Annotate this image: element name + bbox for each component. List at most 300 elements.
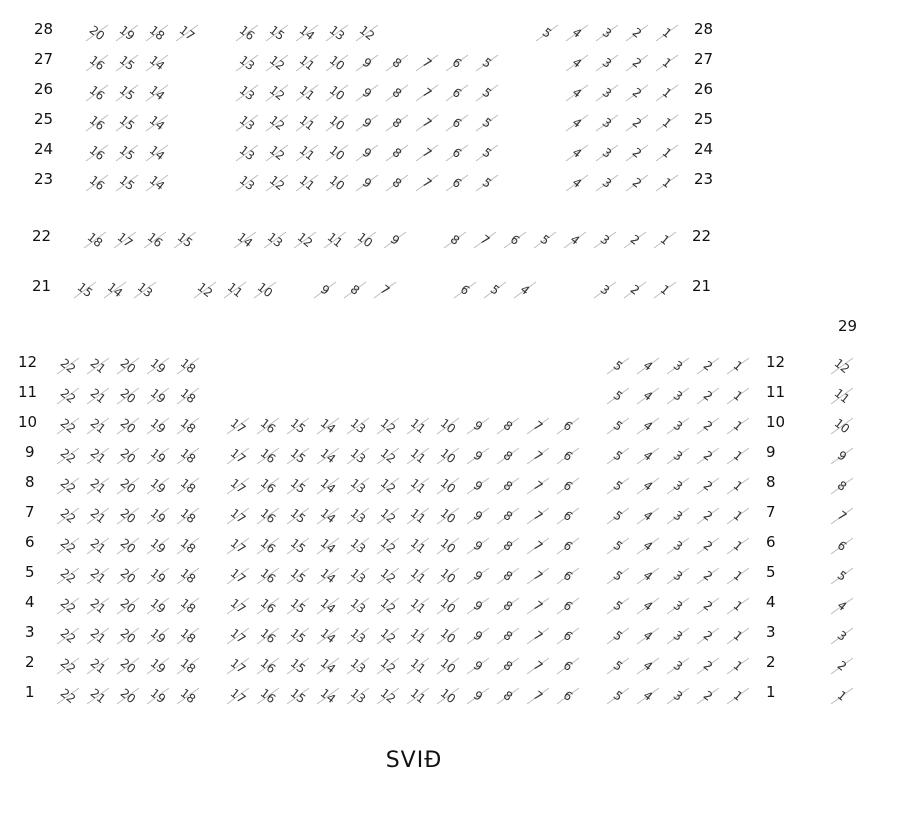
seat-25-1[interactable] (656, 115, 678, 131)
seat-10-2[interactable] (697, 418, 719, 434)
seat-3-13[interactable] (347, 626, 369, 646)
seat-23-1[interactable] (656, 175, 678, 191)
seat-1-11[interactable] (407, 686, 429, 706)
seat-24-11[interactable] (296, 143, 318, 163)
seat-6-12[interactable] (377, 536, 399, 556)
seat-8-4[interactable] (637, 478, 659, 494)
seat-8-21[interactable] (87, 476, 109, 496)
seat-9-14[interactable] (317, 446, 339, 466)
seat-2-19[interactable] (147, 656, 169, 676)
seat-21-6[interactable] (454, 282, 476, 298)
seat-3-15[interactable] (287, 626, 309, 646)
seat-5-5[interactable] (607, 568, 629, 584)
seat-3-11[interactable] (407, 626, 429, 646)
seat-25-12[interactable] (266, 113, 288, 133)
seat-8-6[interactable] (557, 478, 579, 494)
seat-2-12[interactable] (377, 656, 399, 676)
seat-11-2[interactable] (697, 388, 719, 404)
seat-29-1[interactable] (831, 688, 853, 704)
seat-9-6[interactable] (557, 448, 579, 464)
seat-24-12[interactable] (266, 143, 288, 163)
seat-3-19[interactable] (147, 626, 169, 646)
seat-9-15[interactable] (287, 446, 309, 466)
seat-11-4[interactable] (637, 388, 659, 404)
seat-26-12[interactable] (266, 83, 288, 103)
seat-4-22[interactable] (57, 596, 79, 616)
seat-22-7[interactable] (474, 232, 496, 248)
seat-8-12[interactable] (377, 476, 399, 496)
seat-12-20[interactable] (117, 356, 139, 376)
seat-8-9[interactable] (467, 478, 489, 494)
seat-4-18[interactable] (177, 596, 199, 616)
seat-3-21[interactable] (87, 626, 109, 646)
seat-3-7[interactable] (527, 628, 549, 644)
seat-3-20[interactable] (117, 626, 139, 646)
seat-11-5[interactable] (607, 388, 629, 404)
seat-5-1[interactable] (727, 568, 749, 584)
seat-25-14[interactable] (146, 113, 168, 133)
seat-5-14[interactable] (317, 566, 339, 586)
seat-28-4[interactable] (566, 25, 588, 41)
seat-25-13[interactable] (236, 113, 258, 133)
seat-6-4[interactable] (637, 538, 659, 554)
seat-1-22[interactable] (57, 686, 79, 706)
seat-29-10[interactable] (831, 416, 853, 436)
seat-21-8[interactable] (344, 282, 366, 298)
seat-22-1[interactable] (654, 232, 676, 248)
seat-10-10[interactable] (437, 416, 459, 436)
seat-25-6[interactable] (446, 115, 468, 131)
seat-12-4[interactable] (637, 358, 659, 374)
seat-4-11[interactable] (407, 596, 429, 616)
seat-1-21[interactable] (87, 686, 109, 706)
seat-24-8[interactable] (386, 145, 408, 161)
seat-6-1[interactable] (727, 538, 749, 554)
seat-24-6[interactable] (446, 145, 468, 161)
seat-9-3[interactable] (667, 448, 689, 464)
seat-7-11[interactable] (407, 506, 429, 526)
seat-2-3[interactable] (667, 658, 689, 674)
seat-8-5[interactable] (607, 478, 629, 494)
seat-8-14[interactable] (317, 476, 339, 496)
seat-7-16[interactable] (257, 506, 279, 526)
seat-23-16[interactable] (86, 173, 108, 193)
seat-29-12[interactable] (831, 356, 853, 376)
seat-9-19[interactable] (147, 446, 169, 466)
seat-7-15[interactable] (287, 506, 309, 526)
seat-27-8[interactable] (386, 55, 408, 71)
seat-27-10[interactable] (326, 53, 348, 73)
seat-7-19[interactable] (147, 506, 169, 526)
seat-1-7[interactable] (527, 688, 549, 704)
seat-23-9[interactable] (356, 175, 378, 191)
seat-10-3[interactable] (667, 418, 689, 434)
seat-9-2[interactable] (697, 448, 719, 464)
seat-5-10[interactable] (437, 566, 459, 586)
seat-11-1[interactable] (727, 388, 749, 404)
seat-1-9[interactable] (467, 688, 489, 704)
seat-6-22[interactable] (57, 536, 79, 556)
seat-7-8[interactable] (497, 508, 519, 524)
seat-4-20[interactable] (117, 596, 139, 616)
seat-26-5[interactable] (476, 85, 498, 101)
seat-5-3[interactable] (667, 568, 689, 584)
seat-10-12[interactable] (377, 416, 399, 436)
seat-25-10[interactable] (326, 113, 348, 133)
seat-1-4[interactable] (637, 688, 659, 704)
seat-28-1[interactable] (656, 25, 678, 41)
seat-2-11[interactable] (407, 656, 429, 676)
seat-5-17[interactable] (227, 566, 249, 586)
seat-9-11[interactable] (407, 446, 429, 466)
seat-7-4[interactable] (637, 508, 659, 524)
seat-4-13[interactable] (347, 596, 369, 616)
seat-2-17[interactable] (227, 656, 249, 676)
seat-6-6[interactable] (557, 538, 579, 554)
seat-10-7[interactable] (527, 418, 549, 434)
seat-7-13[interactable] (347, 506, 369, 526)
seat-8-18[interactable] (177, 476, 199, 496)
seat-25-8[interactable] (386, 115, 408, 131)
seat-29-5[interactable] (831, 568, 853, 584)
seat-29-2[interactable] (831, 658, 853, 674)
seat-7-22[interactable] (57, 506, 79, 526)
seat-7-3[interactable] (667, 508, 689, 524)
seat-7-7[interactable] (527, 508, 549, 524)
seat-23-2[interactable] (626, 175, 648, 191)
seat-22-18[interactable] (84, 230, 106, 250)
seat-1-15[interactable] (287, 686, 309, 706)
seat-25-11[interactable] (296, 113, 318, 133)
seat-4-2[interactable] (697, 598, 719, 614)
seat-26-1[interactable] (656, 85, 678, 101)
seat-23-11[interactable] (296, 173, 318, 193)
seat-26-6[interactable] (446, 85, 468, 101)
seat-24-3[interactable] (596, 145, 618, 161)
seat-4-3[interactable] (667, 598, 689, 614)
seat-7-2[interactable] (697, 508, 719, 524)
seat-12-21[interactable] (87, 356, 109, 376)
seat-28-20[interactable] (86, 23, 108, 43)
seat-22-13[interactable] (264, 230, 286, 250)
seat-1-12[interactable] (377, 686, 399, 706)
seat-3-10[interactable] (437, 626, 459, 646)
seat-10-1[interactable] (727, 418, 749, 434)
seat-10-21[interactable] (87, 416, 109, 436)
seat-24-10[interactable] (326, 143, 348, 163)
seat-28-13[interactable] (326, 23, 348, 43)
seat-5-8[interactable] (497, 568, 519, 584)
seat-6-5[interactable] (607, 538, 629, 554)
seat-28-15[interactable] (266, 23, 288, 43)
seat-8-1[interactable] (727, 478, 749, 494)
seat-29-11[interactable] (831, 386, 853, 406)
seat-7-1[interactable] (727, 508, 749, 524)
seat-3-17[interactable] (227, 626, 249, 646)
seat-6-8[interactable] (497, 538, 519, 554)
seat-22-14[interactable] (234, 230, 256, 250)
seat-25-15[interactable] (116, 113, 138, 133)
seat-12-3[interactable] (667, 358, 689, 374)
seat-8-2[interactable] (697, 478, 719, 494)
seat-1-18[interactable] (177, 686, 199, 706)
seat-21-1[interactable] (654, 282, 676, 298)
seat-6-11[interactable] (407, 536, 429, 556)
seat-27-11[interactable] (296, 53, 318, 73)
seat-3-16[interactable] (257, 626, 279, 646)
seat-9-7[interactable] (527, 448, 549, 464)
seat-10-13[interactable] (347, 416, 369, 436)
seat-2-20[interactable] (117, 656, 139, 676)
seat-28-16[interactable] (236, 23, 258, 43)
seat-2-8[interactable] (497, 658, 519, 674)
seat-7-21[interactable] (87, 506, 109, 526)
seat-12-22[interactable] (57, 356, 79, 376)
seat-4-4[interactable] (637, 598, 659, 614)
seat-6-14[interactable] (317, 536, 339, 556)
seat-24-5[interactable] (476, 145, 498, 161)
seat-7-20[interactable] (117, 506, 139, 526)
seat-2-6[interactable] (557, 658, 579, 674)
seat-6-18[interactable] (177, 536, 199, 556)
seat-1-3[interactable] (667, 688, 689, 704)
seat-24-1[interactable] (656, 145, 678, 161)
seat-10-8[interactable] (497, 418, 519, 434)
seat-27-14[interactable] (146, 53, 168, 73)
seat-29-9[interactable] (831, 448, 853, 464)
seat-5-18[interactable] (177, 566, 199, 586)
seat-27-1[interactable] (656, 55, 678, 71)
seat-23-8[interactable] (386, 175, 408, 191)
seat-6-21[interactable] (87, 536, 109, 556)
seat-1-17[interactable] (227, 686, 249, 706)
seat-4-16[interactable] (257, 596, 279, 616)
seat-10-9[interactable] (467, 418, 489, 434)
seat-27-6[interactable] (446, 55, 468, 71)
seat-9-21[interactable] (87, 446, 109, 466)
seat-27-13[interactable] (236, 53, 258, 73)
seat-28-5[interactable] (536, 25, 558, 41)
seat-3-9[interactable] (467, 628, 489, 644)
seat-27-7[interactable] (416, 55, 438, 71)
seat-6-10[interactable] (437, 536, 459, 556)
seat-9-1[interactable] (727, 448, 749, 464)
seat-10-6[interactable] (557, 418, 579, 434)
seat-23-13[interactable] (236, 173, 258, 193)
seat-22-2[interactable] (624, 232, 646, 248)
seat-8-22[interactable] (57, 476, 79, 496)
seat-21-14[interactable] (104, 280, 126, 300)
seat-7-5[interactable] (607, 508, 629, 524)
seat-12-19[interactable] (147, 356, 169, 376)
seat-10-19[interactable] (147, 416, 169, 436)
seat-8-10[interactable] (437, 476, 459, 496)
seat-3-3[interactable] (667, 628, 689, 644)
seat-21-10[interactable] (254, 280, 276, 300)
seat-12-2[interactable] (697, 358, 719, 374)
seat-26-4[interactable] (566, 85, 588, 101)
seat-1-2[interactable] (697, 688, 719, 704)
seat-22-12[interactable] (294, 230, 316, 250)
seat-2-14[interactable] (317, 656, 339, 676)
seat-28-19[interactable] (116, 23, 138, 43)
seat-27-3[interactable] (596, 55, 618, 71)
seat-5-2[interactable] (697, 568, 719, 584)
seat-28-18[interactable] (146, 23, 168, 43)
seat-7-17[interactable] (227, 506, 249, 526)
seat-8-13[interactable] (347, 476, 369, 496)
seat-27-5[interactable] (476, 55, 498, 71)
seat-2-4[interactable] (637, 658, 659, 674)
seat-2-13[interactable] (347, 656, 369, 676)
seat-3-18[interactable] (177, 626, 199, 646)
seat-29-7[interactable] (831, 508, 853, 524)
seat-25-3[interactable] (596, 115, 618, 131)
seat-6-3[interactable] (667, 538, 689, 554)
seat-9-12[interactable] (377, 446, 399, 466)
seat-9-5[interactable] (607, 448, 629, 464)
seat-26-7[interactable] (416, 85, 438, 101)
seat-11-20[interactable] (117, 386, 139, 406)
seat-12-18[interactable] (177, 356, 199, 376)
seat-21-5[interactable] (484, 282, 506, 298)
seat-10-16[interactable] (257, 416, 279, 436)
seat-27-2[interactable] (626, 55, 648, 71)
seat-3-8[interactable] (497, 628, 519, 644)
seat-10-14[interactable] (317, 416, 339, 436)
seat-1-8[interactable] (497, 688, 519, 704)
seat-24-13[interactable] (236, 143, 258, 163)
seat-10-18[interactable] (177, 416, 199, 436)
seat-4-10[interactable] (437, 596, 459, 616)
seat-6-9[interactable] (467, 538, 489, 554)
seat-9-22[interactable] (57, 446, 79, 466)
seat-3-14[interactable] (317, 626, 339, 646)
seat-23-12[interactable] (266, 173, 288, 193)
seat-5-19[interactable] (147, 566, 169, 586)
seat-22-8[interactable] (444, 232, 466, 248)
seat-2-5[interactable] (607, 658, 629, 674)
seat-2-7[interactable] (527, 658, 549, 674)
seat-26-11[interactable] (296, 83, 318, 103)
seat-23-7[interactable] (416, 175, 438, 191)
seat-22-10[interactable] (354, 230, 376, 250)
seat-5-13[interactable] (347, 566, 369, 586)
seat-7-9[interactable] (467, 508, 489, 524)
seat-21-7[interactable] (374, 282, 396, 298)
seat-6-2[interactable] (697, 538, 719, 554)
seat-26-9[interactable] (356, 85, 378, 101)
seat-21-15[interactable] (74, 280, 96, 300)
seat-8-17[interactable] (227, 476, 249, 496)
seat-21-12[interactable] (194, 280, 216, 300)
seat-12-5[interactable] (607, 358, 629, 374)
seat-26-13[interactable] (236, 83, 258, 103)
seat-7-6[interactable] (557, 508, 579, 524)
seat-7-10[interactable] (437, 506, 459, 526)
seat-9-20[interactable] (117, 446, 139, 466)
seat-3-6[interactable] (557, 628, 579, 644)
seat-5-12[interactable] (377, 566, 399, 586)
seat-1-6[interactable] (557, 688, 579, 704)
seat-9-9[interactable] (467, 448, 489, 464)
seat-7-18[interactable] (177, 506, 199, 526)
seat-5-11[interactable] (407, 566, 429, 586)
seat-22-9[interactable] (384, 232, 406, 248)
seat-21-3[interactable] (594, 282, 616, 298)
seat-9-13[interactable] (347, 446, 369, 466)
seat-24-14[interactable] (146, 143, 168, 163)
seat-21-9[interactable] (314, 282, 336, 298)
seat-8-20[interactable] (117, 476, 139, 496)
seat-21-4[interactable] (514, 282, 536, 298)
seat-28-17[interactable] (176, 23, 198, 43)
seat-2-1[interactable] (727, 658, 749, 674)
seat-4-17[interactable] (227, 596, 249, 616)
seat-9-17[interactable] (227, 446, 249, 466)
seat-28-14[interactable] (296, 23, 318, 43)
seat-29-6[interactable] (831, 538, 853, 554)
seat-9-18[interactable] (177, 446, 199, 466)
seat-4-8[interactable] (497, 598, 519, 614)
seat-11-3[interactable] (667, 388, 689, 404)
seat-6-17[interactable] (227, 536, 249, 556)
seat-5-22[interactable] (57, 566, 79, 586)
seat-5-21[interactable] (87, 566, 109, 586)
seat-4-7[interactable] (527, 598, 549, 614)
seat-23-15[interactable] (116, 173, 138, 193)
seat-23-10[interactable] (326, 173, 348, 193)
seat-24-9[interactable] (356, 145, 378, 161)
seat-28-3[interactable] (596, 25, 618, 41)
seat-26-14[interactable] (146, 83, 168, 103)
seat-22-3[interactable] (594, 232, 616, 248)
seat-9-10[interactable] (437, 446, 459, 466)
seat-10-17[interactable] (227, 416, 249, 436)
seat-23-14[interactable] (146, 173, 168, 193)
seat-22-11[interactable] (324, 230, 346, 250)
seat-7-14[interactable] (317, 506, 339, 526)
seat-21-2[interactable] (624, 282, 646, 298)
seat-8-15[interactable] (287, 476, 309, 496)
seat-12-1[interactable] (727, 358, 749, 374)
seat-3-1[interactable] (727, 628, 749, 644)
seat-25-9[interactable] (356, 115, 378, 131)
seat-1-16[interactable] (257, 686, 279, 706)
seat-22-4[interactable] (564, 232, 586, 248)
seat-4-5[interactable] (607, 598, 629, 614)
seat-4-21[interactable] (87, 596, 109, 616)
seat-28-12[interactable] (356, 23, 378, 43)
seat-8-3[interactable] (667, 478, 689, 494)
seat-3-12[interactable] (377, 626, 399, 646)
seat-27-9[interactable] (356, 55, 378, 71)
seat-6-7[interactable] (527, 538, 549, 554)
seat-23-5[interactable] (476, 175, 498, 191)
seat-11-18[interactable] (177, 386, 199, 406)
seat-2-2[interactable] (697, 658, 719, 674)
seat-6-13[interactable] (347, 536, 369, 556)
seat-5-15[interactable] (287, 566, 309, 586)
seat-6-19[interactable] (147, 536, 169, 556)
seat-25-4[interactable] (566, 115, 588, 131)
seat-8-8[interactable] (497, 478, 519, 494)
seat-10-15[interactable] (287, 416, 309, 436)
seat-25-5[interactable] (476, 115, 498, 131)
seat-10-20[interactable] (117, 416, 139, 436)
seat-29-3[interactable] (831, 628, 853, 644)
seat-9-16[interactable] (257, 446, 279, 466)
